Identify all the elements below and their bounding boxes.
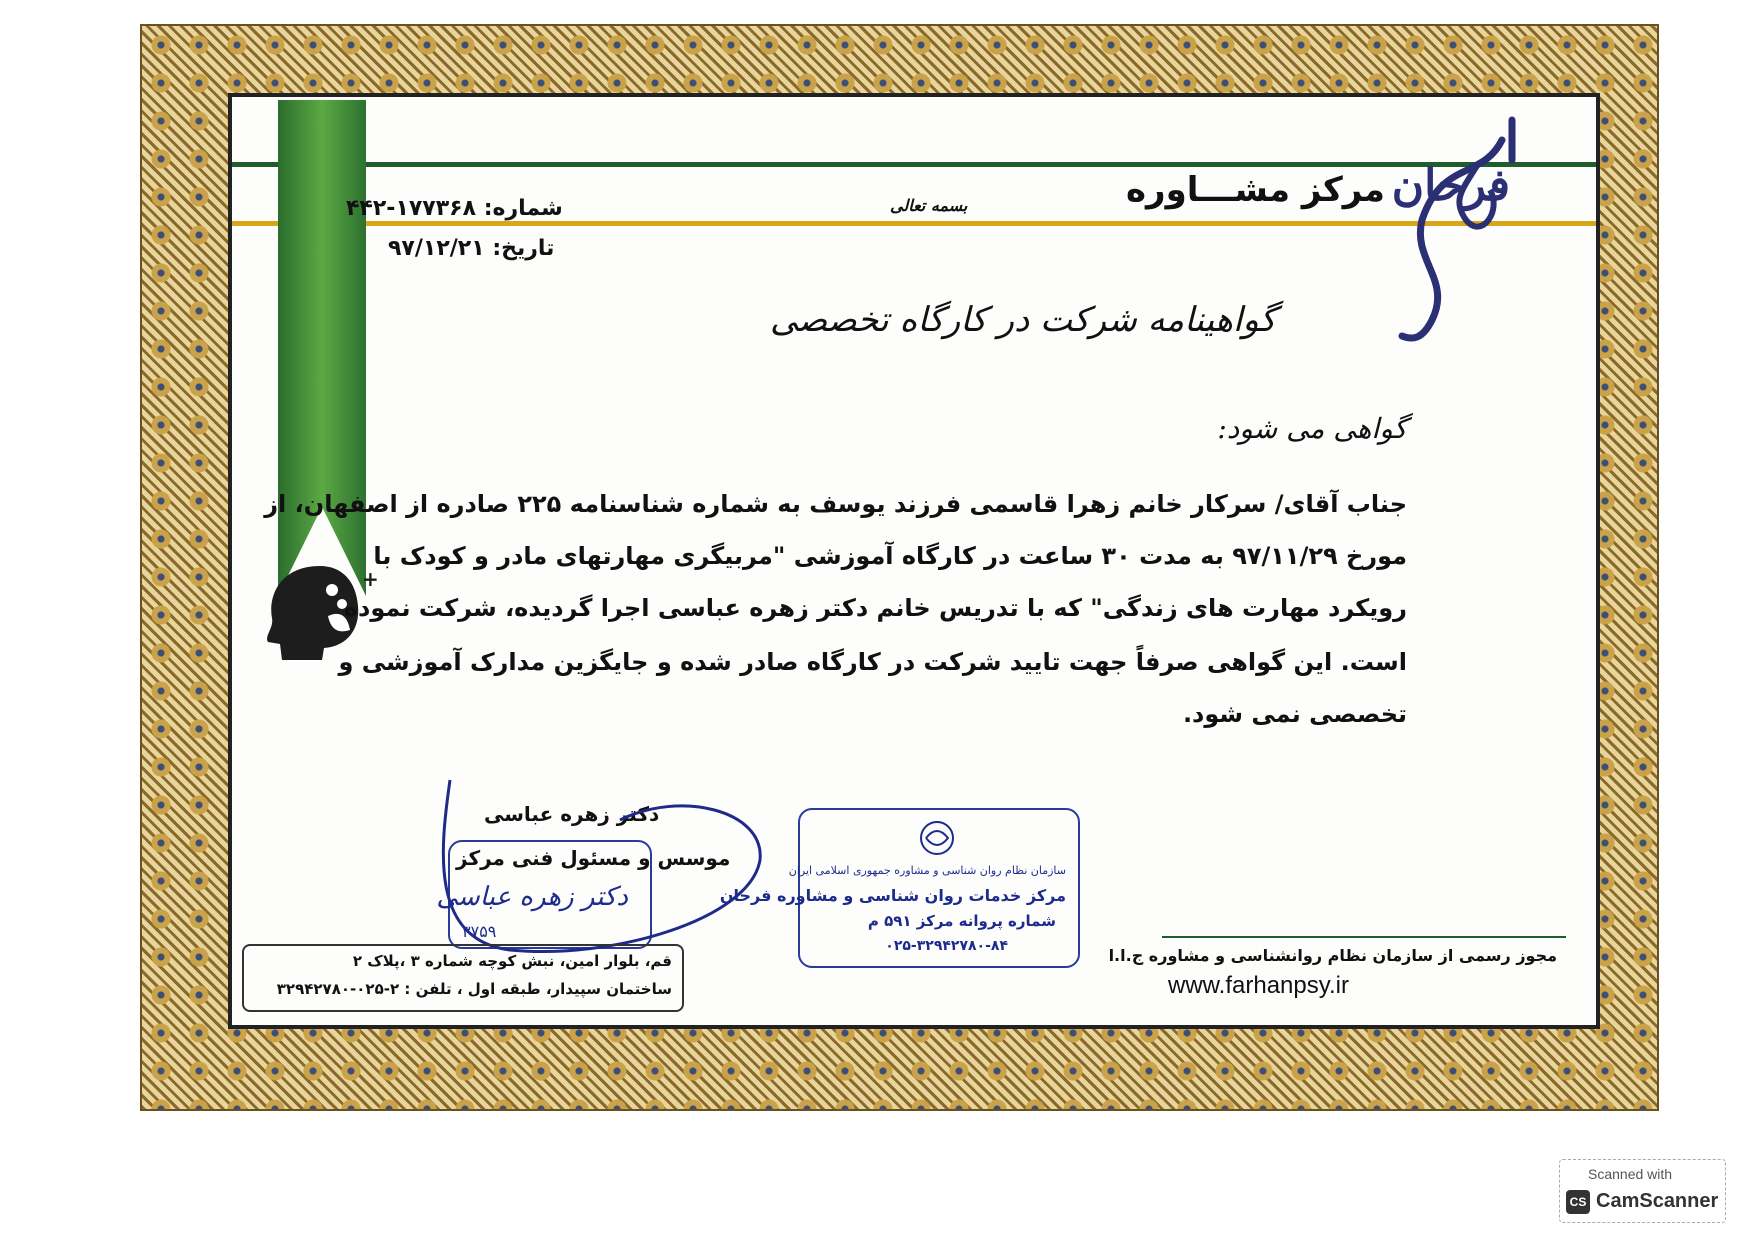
farhan-logo-icon: [1382, 100, 1532, 350]
footer-line: [1162, 936, 1566, 938]
signature-scribble: [430, 770, 770, 970]
svg-text:+: +: [362, 567, 379, 591]
signer-name: دکتر زهره عباسی: [484, 802, 660, 826]
invocation: بسمه تعالی: [890, 196, 968, 215]
stamp-name: دکتر زهره عباسی: [436, 882, 628, 912]
certificate-greeting: گواهی می شود:: [1217, 412, 1407, 445]
center-name: مرکز مشـــاوره: [1125, 170, 1385, 210]
certificate-title: گواهینامه شرکت در کارگاه تخصصی: [770, 300, 1277, 340]
body-line-3: رویکرد مهارت های زندگی" که با تدریس خانم دکتر زهره عباسی اجرا گردیده، شرکت نموده: [343, 594, 1407, 622]
body-line-4: است. این گواهی صرفاً جهت تایید شرکت در کارگاه صادر شده و جایگزین مدارک آموزشی و: [338, 648, 1407, 676]
scanned-with-text: Scanned with: [1588, 1166, 1673, 1182]
camscanner-logo-icon: CS: [1566, 1190, 1590, 1214]
stamp-line-3: شماره پروانه مرکز ۵۹۱ م: [867, 912, 1056, 930]
reference-number: [346, 196, 563, 221]
address-box: [242, 944, 684, 1012]
organization-emblem-icon: [914, 818, 960, 858]
stamp-line-1: سازمان نظام روان شناسی و مشاوره جمهوری اسلامی ایران: [788, 864, 1066, 877]
stamp-number: ۳۷۵۹: [462, 922, 497, 941]
address-line-2: ساختمان سپیدار، طبقه اول ، تلفن : ۲-۰۲۵-۳۲۹۴۲۷۸۰: [276, 980, 672, 998]
date-value: ۹۷/۱۲/۲۱: [388, 236, 485, 261]
official-stamp: [719, 808, 1080, 968]
body-line-2: مورخ ۹۷/۱۱/۲۹ به مدت ۳۰ ساعت در کارگاه آموزشی "مربیگری مهارتهای مادر و کودک با: [373, 542, 1407, 570]
website-link[interactable]: www.farhanpsy.ir: [1168, 972, 1349, 999]
address-line-1: قم، بلوار امین، نبش کوچه شماره ۳ ،پلاک ۲: [352, 952, 672, 970]
stamp-line-2: مرکز خدمات روان شناسی و مشاوره فرحان: [719, 886, 1066, 905]
license-text: مجوز رسمی از سازمان نظام روانشناسی و مشاوره ج.ا.ا: [1108, 946, 1557, 965]
date-label: تاریخ:: [492, 236, 555, 261]
signer-role: موسس و مسئول فنی مرکز: [456, 846, 731, 870]
stamp-phone: ۰۲۵-۳۲۹۴۲۷۸۰-۸۴: [885, 938, 1008, 954]
body-line-5: تخصصی نمی شود.: [1182, 700, 1407, 728]
farhan-logo: [1382, 100, 1532, 350]
camscanner-badge: [1559, 1159, 1726, 1223]
body-line-1: جناب آقای/ سرکار خانم زهرا قاسمی فرزند یوسف به شماره شناسنامه ۲۲۵ صادره از اصفهان، از: [264, 490, 1407, 518]
number-label: شماره:: [483, 196, 563, 221]
number-value: ۱۷۷۳۶۸-۴۴۲: [346, 196, 477, 221]
logo-text: فرحان: [1391, 160, 1510, 211]
issue-date: [388, 236, 554, 261]
camscanner-brand: CamScanner: [1596, 1190, 1719, 1212]
